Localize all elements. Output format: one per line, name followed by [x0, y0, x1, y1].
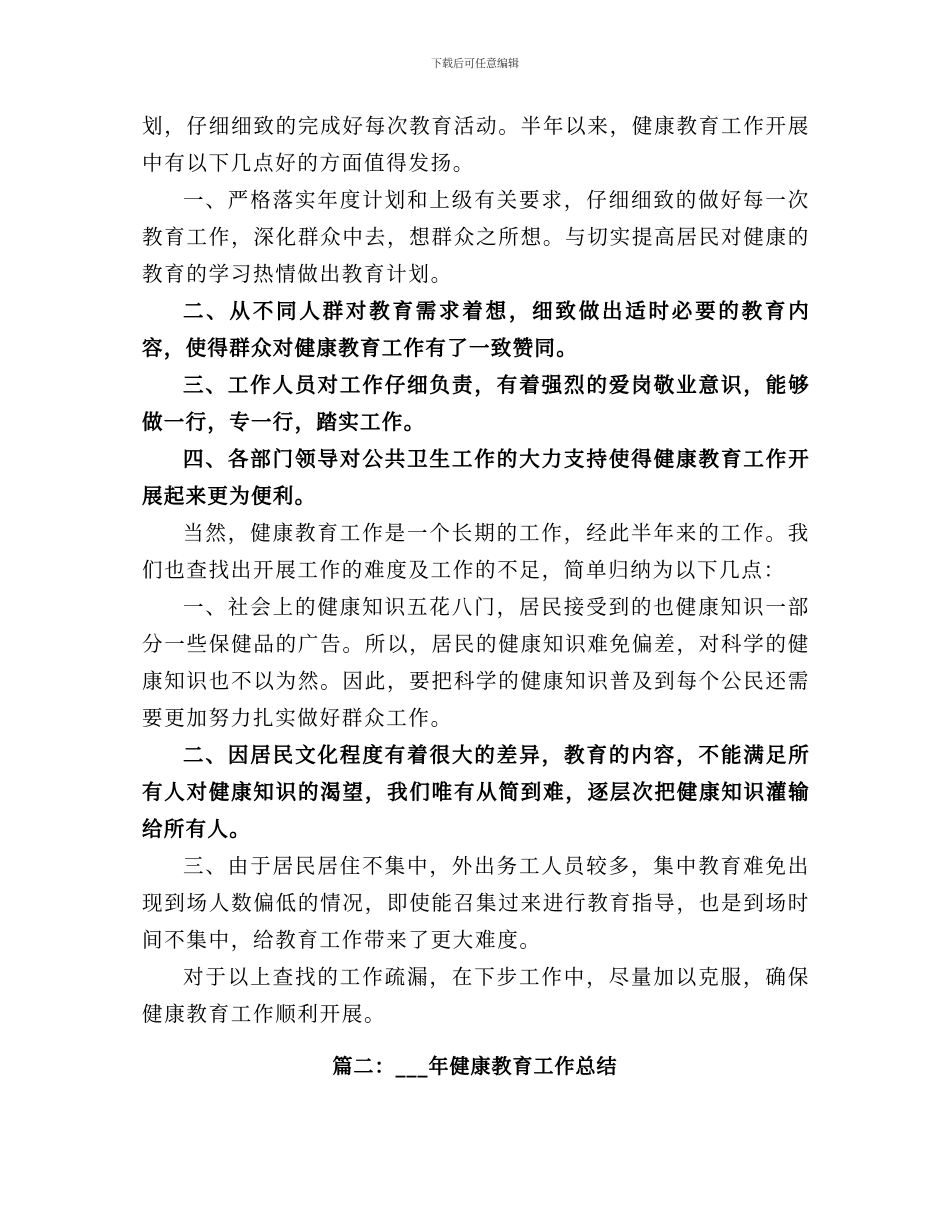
paragraph-shortcomings-intro: 当然，健康教育工作是一个长期的工作，经此半年来的工作。我们也查找出开展工作的难度及工作的不足，简单归纳为以下几点：: [142, 521, 810, 582]
page-header-note: 下载后可任意编辑: [431, 57, 519, 70]
paragraph-conclusion: 对于以上查找的工作疏漏，在下步工作中，尽量加以克服，确保健康教育工作顺利开展。: [142, 965, 810, 1026]
paragraph-shortcoming-1: 一、社会上的健康知识五花八门，居民接受到的也健康知识一部分一些保健品的广告。所以，居民的健康知识难免偏差，对科学的健康知识也不以为然。因此，要把科学的健康知识普及到每个公民还需要更加努力扎实做好群众工作。: [142, 595, 810, 730]
paragraph-point-3-bold: 三、工作人员对工作仔细负责，有着强烈的爱岗敬业意识，能够做一行，专一行，踏实工作。: [142, 373, 810, 434]
document-body: [142, 108, 810, 1033]
paragraph-continuation: 划，仔细细致的完成好每次教育活动。半年以来，健康教育工作开展中有以下几点好的方面值得发扬。: [142, 114, 810, 175]
paragraph-point-4-bold: 四、各部门领导对公共卫生工作的大力支持使得健康教育工作开展起来更为便利。: [142, 447, 810, 508]
paragraph-shortcoming-2-bold: 二、因居民文化程度有着很大的差异，教育的内容，不能满足所有人对健康知识的渴望，我们唯有从简到难，逐层次把健康知识灌输给所有人。: [142, 743, 810, 841]
paragraph-shortcoming-3: 三、由于居民居住不集中，外出务工人员较多，集中教育难免出现到场人数偏低的情况，即使能召集过来进行教育指导，也是到场时间不集中，给教育工作带来了更大难度。: [142, 854, 810, 952]
paragraph-point-1: 一、严格落实年度计划和上级有关要求，仔细细致的做好每一次教育工作，深化群众中去，想群众之所想。与切实提高居民对健康的教育的学习热情做出教育计划。: [142, 188, 810, 286]
section-title: 篇二：___年健康教育工作总结: [332, 1054, 618, 1078]
paragraph-point-2-bold: 二、从不同人群对教育需求着想，细致做出适时必要的教育内容，使得群众对健康教育工作有了一致赞同。: [142, 299, 810, 360]
